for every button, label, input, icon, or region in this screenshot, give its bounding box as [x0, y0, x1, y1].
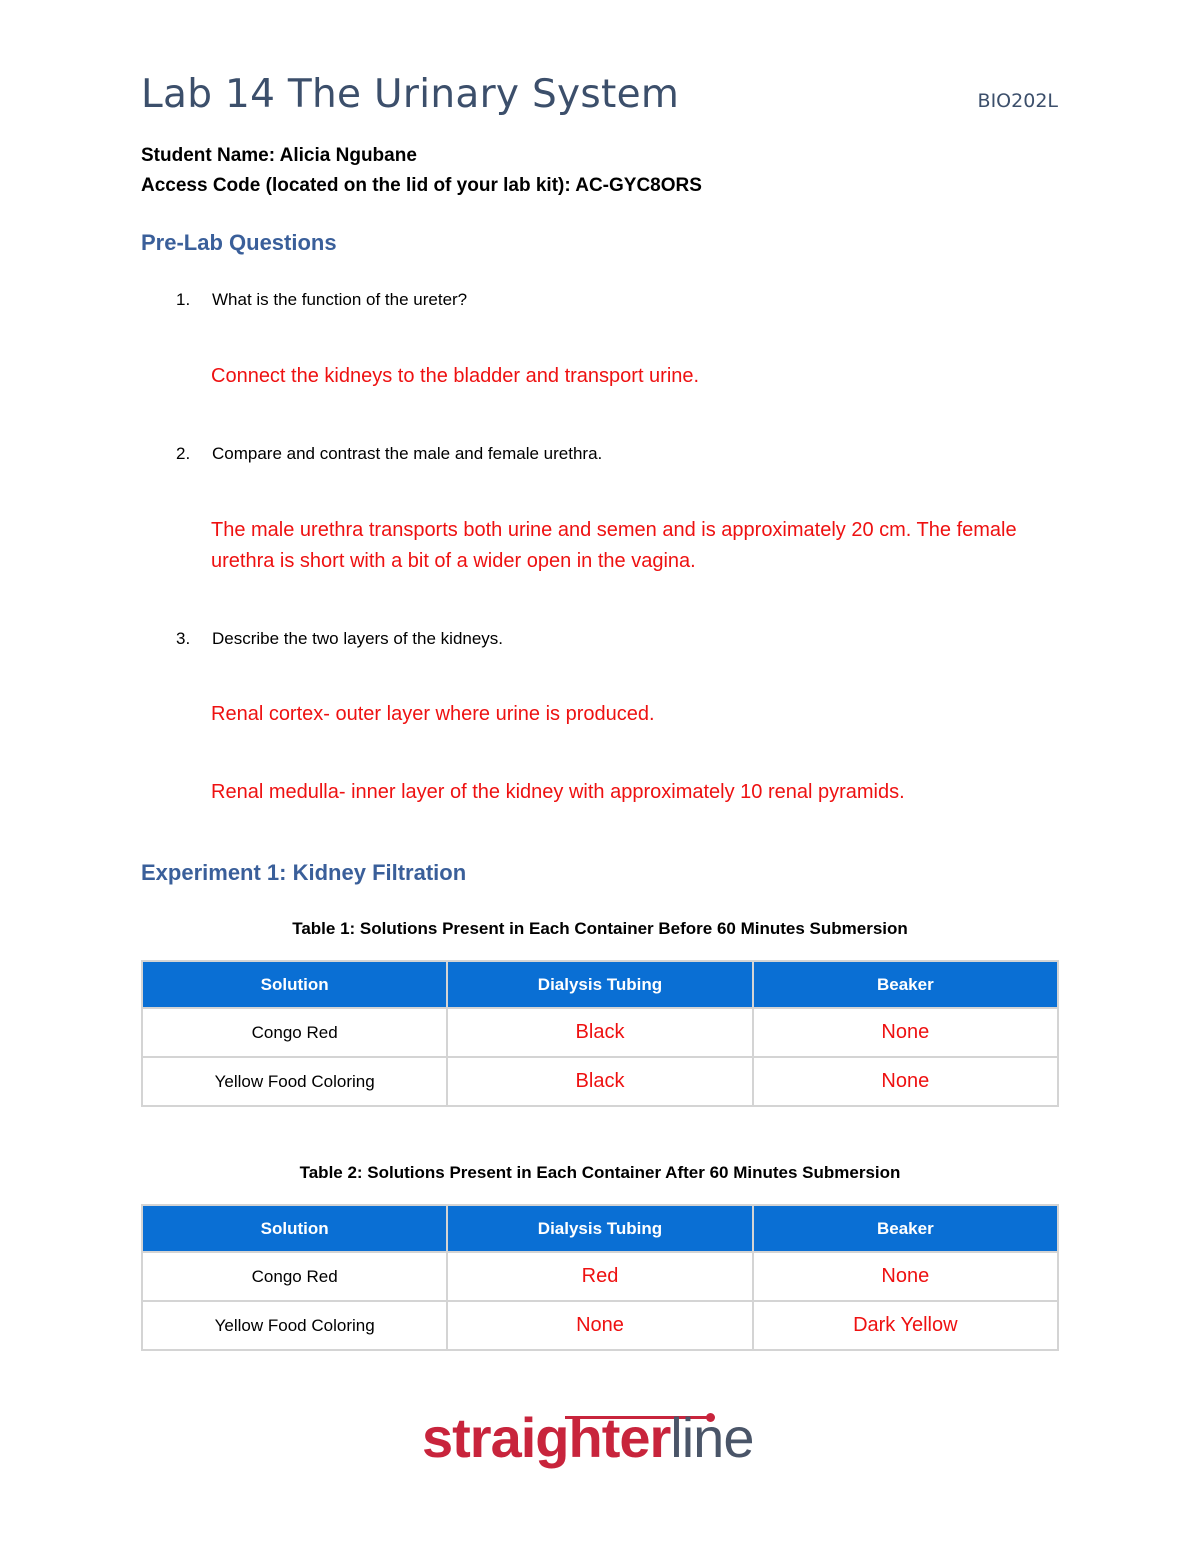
question-1-text: What is the function of the ureter? [212, 290, 468, 309]
answer-2: The male urethra transports both urine and semen and is approximately 20 cm. The female urethra is short with a bit of a wider open in the vagina. [211, 519, 1017, 572]
table-header-cell: Solution [142, 961, 447, 1008]
table-cell: None [447, 1301, 752, 1350]
question-1-number: 1. [176, 290, 191, 309]
answer-3b: Renal medulla- inner layer of the kidney with approximately 10 renal pyramids. [211, 781, 905, 803]
table-header-cell: Dialysis Tubing [447, 1205, 752, 1252]
table-cell: Black [447, 1057, 752, 1106]
experiment-1-heading: Experiment 1: Kidney Filtration [141, 860, 467, 885]
logo-text-straighter: straighter [422, 1406, 671, 1469]
table-cell: None [753, 1008, 1058, 1057]
table-cell: Black [447, 1008, 752, 1057]
table-1-caption: Table 1: Solutions Present in Each Container Before 60 Minutes Submersion [292, 919, 908, 938]
table-cell: None [753, 1057, 1058, 1106]
table-2 [141, 1204, 1059, 1351]
logo-text-line: line [670, 1406, 754, 1469]
table-header-cell: Beaker [753, 1205, 1058, 1252]
question-2-number: 2. [176, 444, 191, 463]
straighterline-logo [422, 1406, 754, 1469]
question-2-text: Compare and contrast the male and female urethra. [212, 444, 603, 463]
table-header-cell: Beaker [753, 961, 1058, 1008]
prelab-heading: Pre-Lab Questions [141, 230, 337, 255]
table-header-cell: Dialysis Tubing [447, 961, 752, 1008]
question-3-number: 3. [176, 629, 191, 648]
table-cell: Dark Yellow [753, 1301, 1058, 1350]
table-cell: Congo Red [142, 1008, 447, 1057]
course-code: BIO202L [977, 90, 1058, 112]
question-3-text: Describe the two layers of the kidneys. [212, 629, 504, 648]
table-cell: Yellow Food Coloring [142, 1057, 447, 1106]
table-row [142, 1008, 1058, 1057]
table-cell: None [753, 1252, 1058, 1301]
table-2-caption: Table 2: Solutions Present in Each Container After 60 Minutes Submersion [299, 1163, 901, 1182]
table-cell: Congo Red [142, 1252, 447, 1301]
table-cell: Yellow Food Coloring [142, 1301, 447, 1350]
table-cell: Red [447, 1252, 752, 1301]
table-header-cell: Solution [142, 1205, 447, 1252]
table-row [142, 1301, 1058, 1350]
table-row [142, 1252, 1058, 1301]
answer-1: Connect the kidneys to the bladder and transport urine. [211, 365, 700, 387]
answer-3a: Renal cortex- outer layer where urine is produced. [211, 703, 655, 725]
access-code-line: Access Code (located on the lid of your lab kit): AC-GYC8ORS [141, 175, 702, 196]
document-title: Lab 14 The Urinary System [141, 72, 680, 117]
table-1 [141, 960, 1059, 1107]
table-row [142, 1057, 1058, 1106]
student-name-line: Student Name: Alicia Ngubane [141, 145, 417, 166]
